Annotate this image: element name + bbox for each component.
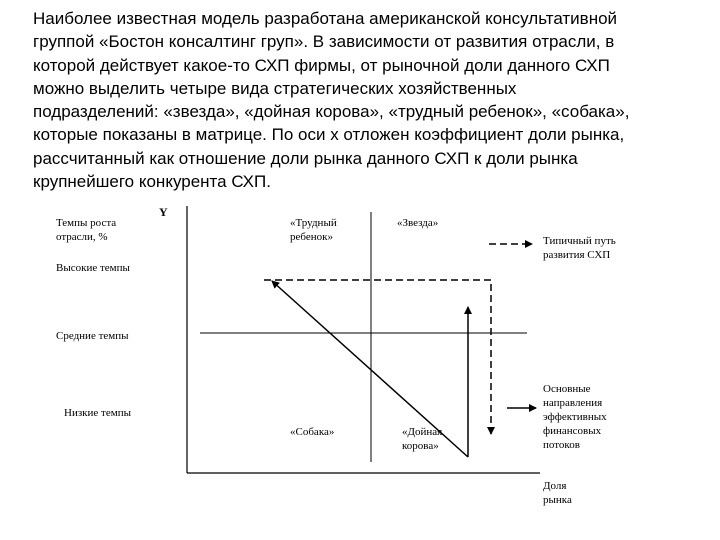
paragraph-line: которые показаны в матрице. По оси х отложен коэффициент доли рынка, bbox=[33, 125, 625, 145]
legend-cash-flows-label: Основные направления эффективных финансовых потоков bbox=[543, 383, 607, 451]
quadrant-star: «Звезда» bbox=[397, 217, 439, 229]
paragraph-line: группой «Бостон консалтинг груп». В зависимости от развития отрасли, в bbox=[33, 32, 615, 52]
paragraph-line: рассчитанный как отношение доли рынка данного СХП к доли рынка bbox=[33, 148, 578, 168]
legend-typical-path-label: Типичный путь развития СХП bbox=[543, 235, 616, 261]
quadrant-dog: «Собака» bbox=[290, 426, 335, 438]
quadrant-cash-cow: «Дойная корова» bbox=[402, 426, 443, 452]
typical-path-line bbox=[264, 280, 491, 434]
level-low-label: Низкие темпы bbox=[64, 407, 131, 419]
level-medium-label: Средние темпы bbox=[56, 330, 129, 342]
x-axis-title: Доля рынка bbox=[543, 480, 572, 506]
paragraph-line: можно выделить четыре вида стратегических хозяйственных bbox=[33, 78, 517, 98]
quadrant-problem-child: «Трудный ребенок» bbox=[290, 217, 337, 243]
y-axis-letter: Y bbox=[159, 205, 168, 219]
y-axis-title: Темпы роста отрасли, % bbox=[56, 217, 117, 243]
paragraph-line: крупнейшего конкурента СХП. bbox=[33, 172, 271, 192]
paragraph-line: Наиболее известная модель разработана американской консультативной bbox=[33, 9, 618, 28]
paragraph-line: подразделений: «звезда», «дойная корова», «трудный ребенок», «собака», bbox=[33, 102, 630, 122]
level-high-label: Высокие темпы bbox=[56, 262, 130, 274]
paragraph-line: которой действует какое-то СХП фирмы, от рыночной доли данного СХП bbox=[33, 55, 610, 75]
